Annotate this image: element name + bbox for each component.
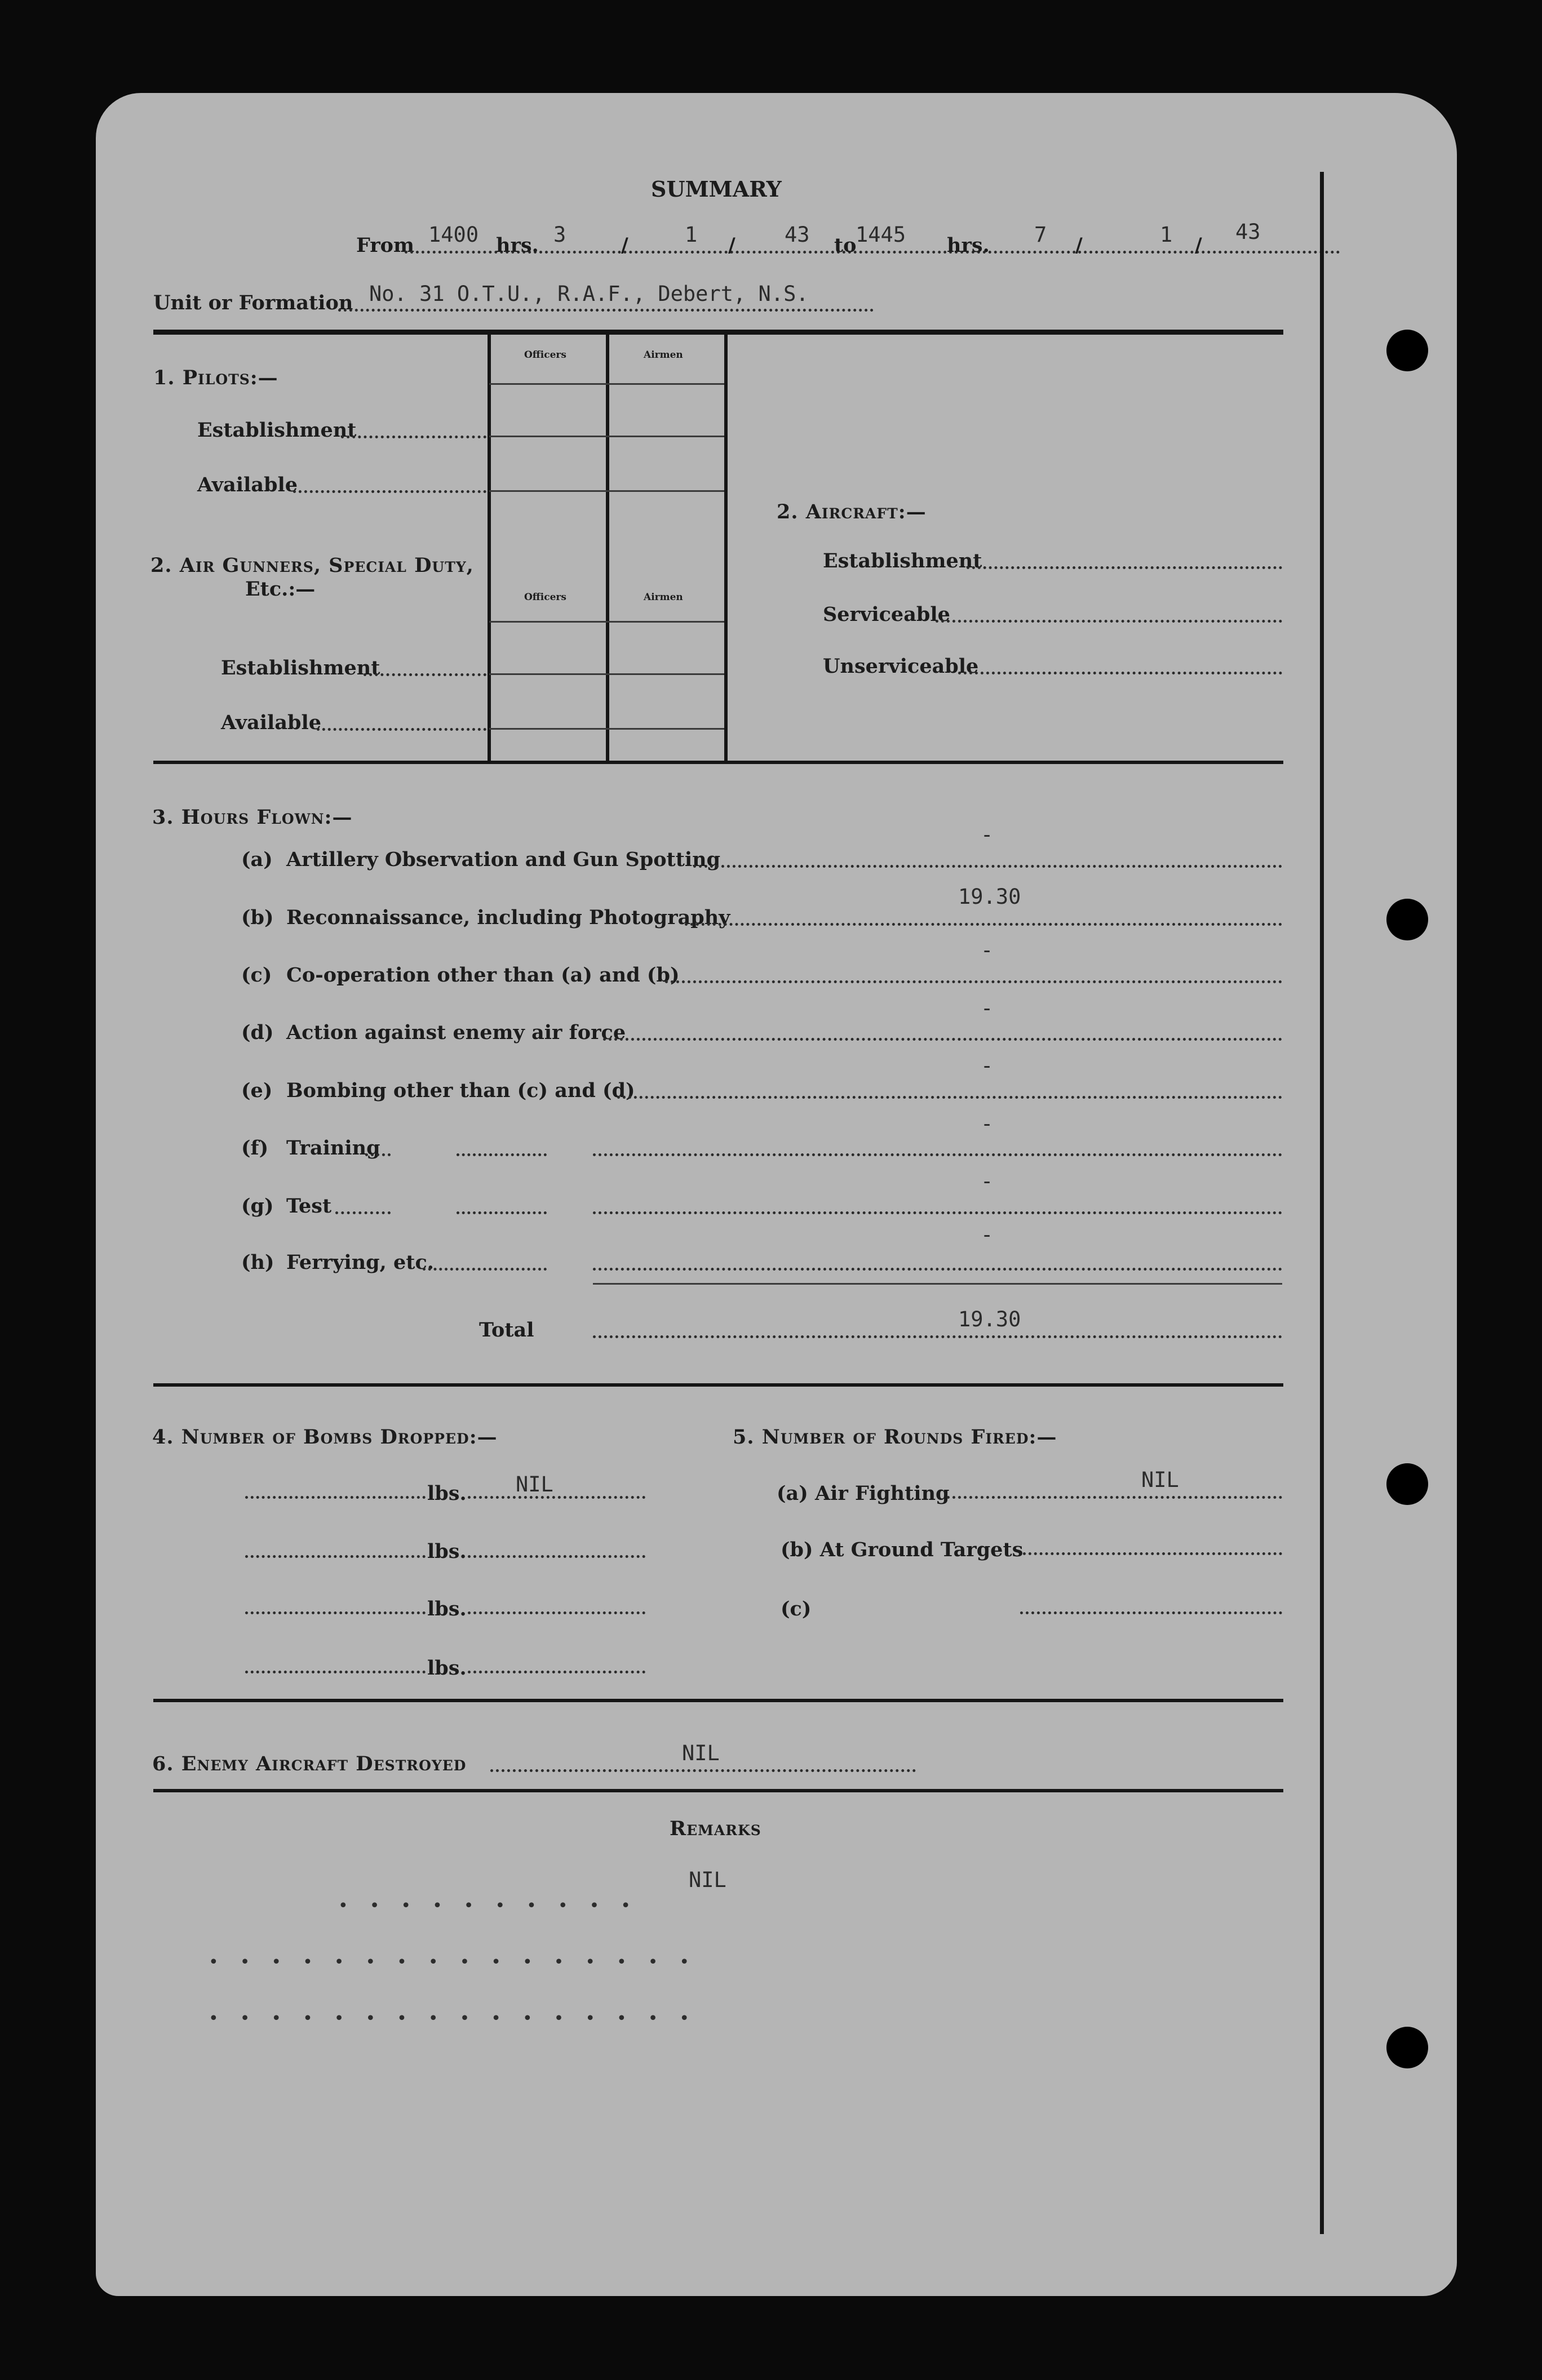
pilots-est-rule — [489, 436, 724, 437]
grid-vline-2 — [606, 334, 609, 762]
margin-line — [1320, 172, 1324, 2234]
hours-row-c-letter: (c) — [241, 963, 272, 987]
gunners-est-rule — [489, 673, 724, 675]
pilots-available: Available — [197, 473, 298, 496]
officers-col-header-2: Officers — [524, 592, 566, 603]
section-rule-1 — [153, 761, 1283, 764]
hours-row-a-dots — [693, 865, 1282, 868]
aircraft-unserv-dots — [958, 672, 1282, 674]
hours-row-c-value: - — [981, 938, 994, 962]
aircraft-serviceable: Serviceable — [823, 603, 950, 626]
from-time: 1400 — [428, 223, 479, 247]
hours-row-e-dots — [617, 1096, 1282, 1099]
hours-row-g-dots — [593, 1211, 1282, 1214]
from-month: 1 — [685, 223, 698, 247]
bombs-4-lbs: lbs. — [427, 1657, 467, 1680]
hours-row-e-value: - — [981, 1054, 994, 1078]
grid-vline-3 — [724, 334, 728, 762]
unit-value: No. 31 O.T.U., R.A.F., Debert, N.S. — [369, 282, 809, 306]
hours-row-e-label: Bombing other than (c) and (d) — [286, 1079, 635, 1102]
aircraft-unserviceable: Unserviceable — [823, 655, 979, 678]
rounds-air-dots — [947, 1496, 1282, 1499]
unit-label: Unit or Formation — [153, 291, 353, 314]
form-page — [96, 93, 1457, 2296]
gunners-establishment: Establishment — [221, 656, 380, 680]
hours-row-a-value: - — [981, 823, 994, 847]
remarks-dot-row-1: •••••••••• — [338, 1896, 652, 1916]
hours-row-g-label: Test — [286, 1195, 332, 1218]
header-rule-2 — [489, 621, 724, 623]
to-time: 1445 — [856, 223, 906, 247]
bombs-2-value-dots — [468, 1555, 645, 1558]
punch-hole-1 — [1386, 330, 1428, 371]
bombs-4-dots — [245, 1671, 426, 1673]
hours-row-f-mid — [457, 1153, 547, 1156]
from-year: 43 — [785, 223, 810, 247]
aircraft-serv-dots — [936, 620, 1282, 623]
hours-row-h-label: Ferrying, etc. — [286, 1251, 434, 1274]
airmen-col-header-1: Airmen — [644, 349, 683, 361]
hours-row-f-dots — [593, 1153, 1282, 1156]
bombs-1-lbs: lbs. — [427, 1482, 467, 1505]
from-label: From — [356, 234, 415, 257]
rounds-other: (c) — [781, 1597, 812, 1620]
hrs-label-2: hrs. — [947, 234, 990, 257]
section-rule-4 — [153, 1789, 1283, 1792]
hours-row-g-lead — [335, 1211, 391, 1214]
aircraft-establishment: Establishment — [823, 549, 982, 572]
pilots-avail-dots — [293, 490, 486, 493]
hours-row-c-label: Co-operation other than (a) and (b) — [286, 963, 680, 987]
top-rule — [153, 330, 1283, 335]
bombs-2-dots — [245, 1555, 426, 1558]
header-rule-1 — [489, 383, 724, 385]
rounds-heading: 5. Number of Rounds Fired:— — [733, 1426, 1057, 1449]
hours-total-dots — [593, 1335, 1282, 1338]
hours-row-h-value: - — [981, 1223, 994, 1247]
hours-row-d-letter: (d) — [241, 1021, 274, 1044]
enemy-aircraft-dots — [490, 1769, 916, 1772]
remarks-value: NIL — [689, 1868, 726, 1892]
section-rule-2 — [153, 1383, 1283, 1387]
hours-row-b-dots — [685, 923, 1282, 926]
punch-hole-3 — [1386, 1463, 1428, 1505]
sep-4: / — [1195, 234, 1202, 257]
hours-row-d-label: Action against enemy air force — [286, 1021, 626, 1044]
gunners-avail-rule — [489, 728, 724, 730]
bombs-1-dots — [245, 1496, 426, 1499]
grid-vline-1 — [488, 334, 491, 762]
from-day: 3 — [553, 223, 566, 247]
hours-row-d-dots — [603, 1038, 1282, 1041]
punch-hole-4 — [1386, 2027, 1428, 2068]
gunners-est-dots — [364, 673, 486, 676]
unit-underline — [338, 309, 874, 312]
sep-2: / — [728, 234, 735, 257]
hours-row-h-dots — [593, 1268, 1282, 1271]
hours-total-value: 19.30 — [958, 1307, 1021, 1331]
aircraft-heading: 2. Aircraft:— — [777, 500, 927, 523]
gunners-available: Available — [221, 711, 322, 734]
rounds-ground-targets: (b) At Ground Targets — [781, 1538, 1023, 1561]
remarks-dot-row-2: •••••••••••••••• — [209, 1952, 711, 1972]
pilots-est-dots — [341, 436, 486, 438]
hours-row-h-letter: (h) — [241, 1251, 274, 1274]
rounds-air-value: NIL — [1141, 1468, 1179, 1492]
to-year: 43 — [1235, 220, 1261, 244]
enemy-aircraft-label: 6. Enemy Aircraft Destroyed — [152, 1752, 467, 1775]
remarks-heading: Remarks — [670, 1817, 761, 1840]
officers-col-header-1: Officers — [524, 349, 566, 361]
pilots-heading: 1. Pilots:— — [153, 366, 278, 389]
punch-hole-2 — [1386, 899, 1428, 940]
bombs-3-value-dots — [468, 1611, 645, 1614]
gunners-avail-dots — [317, 728, 486, 731]
hours-row-b-value: 19.30 — [958, 885, 1021, 909]
hours-row-f-lead — [365, 1153, 391, 1156]
hours-subtotal-rule — [593, 1283, 1282, 1285]
bombs-2-lbs: lbs. — [427, 1540, 467, 1563]
bombs-1-value: NIL — [516, 1472, 553, 1497]
gunners-heading-2: Etc.:— — [245, 578, 316, 601]
hours-row-f-value: - — [981, 1112, 994, 1136]
summary-title: SUMMARY — [651, 176, 782, 202]
bombs-4-value-dots — [468, 1671, 645, 1673]
hours-row-c-dots — [665, 980, 1282, 983]
hours-row-b-label: Reconnaissance, including Photography — [286, 906, 730, 929]
section-rule-3 — [153, 1699, 1283, 1702]
sep-1: / — [621, 234, 628, 257]
gunners-heading-1: 2. Air Gunners, Special Duty, — [150, 554, 474, 577]
bombs-1-value-dots — [468, 1496, 645, 1499]
hours-row-d-value: - — [981, 996, 994, 1020]
hours-row-a-letter: (a) — [241, 848, 273, 871]
sep-3: / — [1075, 234, 1083, 257]
hours-row-e-letter: (e) — [241, 1079, 273, 1102]
rounds-other-dots — [1020, 1611, 1282, 1614]
to-label: to — [834, 234, 857, 257]
rounds-ground-dots — [1023, 1552, 1282, 1555]
hours-row-f-letter: (f) — [241, 1136, 269, 1160]
rounds-air-fighting: (a) Air Fighting — [777, 1482, 950, 1505]
hours-row-a-label: Artillery Observation and Gun Spotting — [286, 848, 721, 871]
hours-row-h-mid — [423, 1268, 547, 1271]
hours-heading: 3. Hours Flown:— — [152, 806, 353, 829]
enemy-aircraft-value: NIL — [682, 1741, 720, 1765]
pilots-avail-rule — [489, 490, 724, 492]
hrs-label-1: hrs. — [496, 234, 539, 257]
hours-row-g-letter: (g) — [241, 1195, 274, 1218]
airmen-col-header-2: Airmen — [644, 592, 683, 603]
pilots-establishment: Establishment — [197, 419, 357, 442]
to-day: 7 — [1034, 223, 1047, 247]
aircraft-est-dots — [967, 566, 1282, 569]
bombs-3-dots — [245, 1611, 426, 1614]
bombs-heading: 4. Number of Bombs Dropped:— — [152, 1426, 498, 1449]
hours-row-g-value: - — [981, 1169, 994, 1193]
hours-total-label: Total — [479, 1318, 534, 1342]
remarks-dot-row-3: •••••••••••••••• — [209, 2009, 711, 2028]
hours-row-g-mid — [457, 1211, 547, 1214]
to-month: 1 — [1160, 223, 1173, 247]
hours-row-f-label: Training — [286, 1136, 380, 1160]
hours-row-b-letter: (b) — [241, 906, 274, 929]
bombs-3-lbs: lbs. — [427, 1597, 467, 1620]
